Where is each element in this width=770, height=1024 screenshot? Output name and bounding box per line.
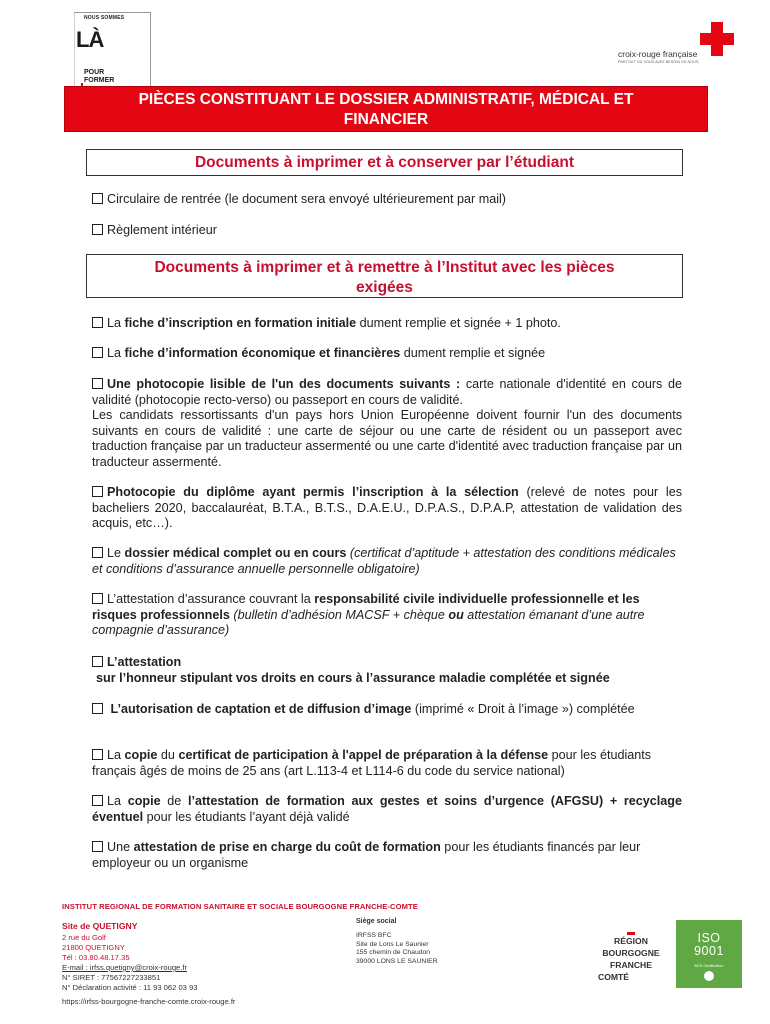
iso-9001-badge: ISO 9001 BCS Certification [676,920,742,988]
list-item: L’attestation d’assurance couvrant la responsabilité civile individuelle professionnelle et les risques professionnels (bulletin d’adhésion MACSF + chèque ou attestation émanant d’une autre compagnie d’assurance) [92,592,645,637]
region-bfc-logo: RÉGION BOURGOGNE FRANCHE COMTÉ [596,932,666,983]
checkbox[interactable] [92,656,103,667]
section-heading-conserver: Documents à imprimer et à conserver par l’étudiant [86,149,683,176]
list-item: La copie du certificat de participation à l'appel de préparation à la défense pour les étudiants français âgés de moins de 25 ans (art L.113-4 et L114-6 du code du service national) [92,748,652,778]
list-item: Photocopie du diplôme ayant permis l’inscription à la sélection (relevé de notes pour les bacheliers 2020, baccalauréat, B.T.A., B.T.S., D.A.E.U., D.P.A.S., D.P.A.P, attestation de validation des acquis, etc…). [92,485,682,530]
checkbox[interactable] [92,317,103,328]
footer-siege-address: IRFSS BFC Site de Lons Le Saunier 155 chemin de Chaudon 39000 LONS LE SAUNIER [356,932,438,965]
list-item: L’attestation sur l’honneur stipulant vos droits en cours à l’assurance maladie complétée et signée [92,655,682,686]
checkbox[interactable] [92,224,103,235]
footer-website-link[interactable]: https://irfss-bourgogne-franche-comte.croix-rouge.fr [62,997,236,1006]
footer-address: 2 rue du Golf 21800 QUETIGNY Tél : 03.80.48.17.35 [62,933,130,962]
list-item: Circulaire de rentrée (le document sera envoyé ultérieurement par mail) [92,192,682,208]
croix-rouge-tagline: PARTOUT OÙ VOUS AVEZ BESOIN DE NOUS [618,60,699,64]
list-item: Règlement intérieur [92,223,682,239]
footer-contact: E-mail : irfss.quetigny@croix-rouge.fr N° SIRET : 77567227233851 N° Déclaration activité : 11 93 062 03 93 [62,963,198,992]
list-item: La fiche d’inscription en formation initiale dument remplie et signée + 1 photo. [92,316,682,332]
checkbox[interactable] [92,795,103,806]
list-item: L’autorisation de captation et de diffusion d’image (imprimé « Droit à l’image ») complétée [92,702,682,718]
croix-rouge-name: croix-rouge française [618,49,698,59]
checkbox[interactable] [92,703,103,714]
footer-site-title: Site de QUETIGNY [62,921,138,931]
footer-email-link[interactable]: E-mail : irfss.quetigny@croix-rouge.fr [62,963,188,972]
list-item: Le dossier médical complet ou en cours (certificat d’aptitude + attestation des conditions médicales et conditions d’assurance annuelle personnelle obligatoire) [92,546,676,576]
list-item: Une photocopie lisible de l'un des documents suivants : carte nationale d'identité en cours de validité (photocopie recto-verso) ou passeport en cours de validité. Les candidats ressortissants d'un pays hors Union Européenne doivent fournir l'un des documents suivants en cours de validité : une carte de séjour ou une carte de résident ou un passeport avec traduction française par un traducteur assermenté ou une carte d'identité avec traduction française par un traducteur assermenté. [92,377,682,469]
list-item: La copie de l’attestation de formation aux gestes et soins d’urgence (AFGSU) + recyclage éventuel pour les étudiants l’ayant déjà validé [92,794,682,824]
logo-big-text: LÀ [76,27,104,52]
page-title: PIÈCES CONSTITUANT LE DOSSIER ADMINISTRATIF, MÉDICAL ET FINANCIER [64,86,708,132]
logo-small-text: NOUS SOMMES [84,15,125,21]
checkbox[interactable] [92,749,103,760]
checkbox[interactable] [92,378,103,389]
croix-rouge-logo [618,22,736,70]
checkbox[interactable] [92,486,103,497]
logo-pour-former: POUR FORMER [84,69,115,84]
footer-institute: INSTITUT REGIONAL DE FORMATION SANITAIRE ET SOCIALE BOURGOGNE FRANCHE-COMTE [62,902,418,911]
red-cross-icon [700,22,734,56]
footer-siege-title: Siège social [356,918,397,925]
certification-seal-icon [704,971,714,981]
list-item: La fiche d’information économique et financières dument remplie et signée [92,346,682,362]
checkbox[interactable] [92,193,103,204]
list-item: Une attestation de prise en charge du coût de formation pour les étudiants financés par leur employeur ou un organisme [92,840,641,870]
checkbox[interactable] [92,593,103,604]
checkbox[interactable] [92,841,103,852]
section-heading-remettre: Documents à imprimer et à remettre à l’Institut avec les pièces exigées [86,254,683,298]
checkbox[interactable] [92,347,103,358]
nous-sommes-la-logo [74,12,151,93]
checkbox[interactable] [92,547,103,558]
